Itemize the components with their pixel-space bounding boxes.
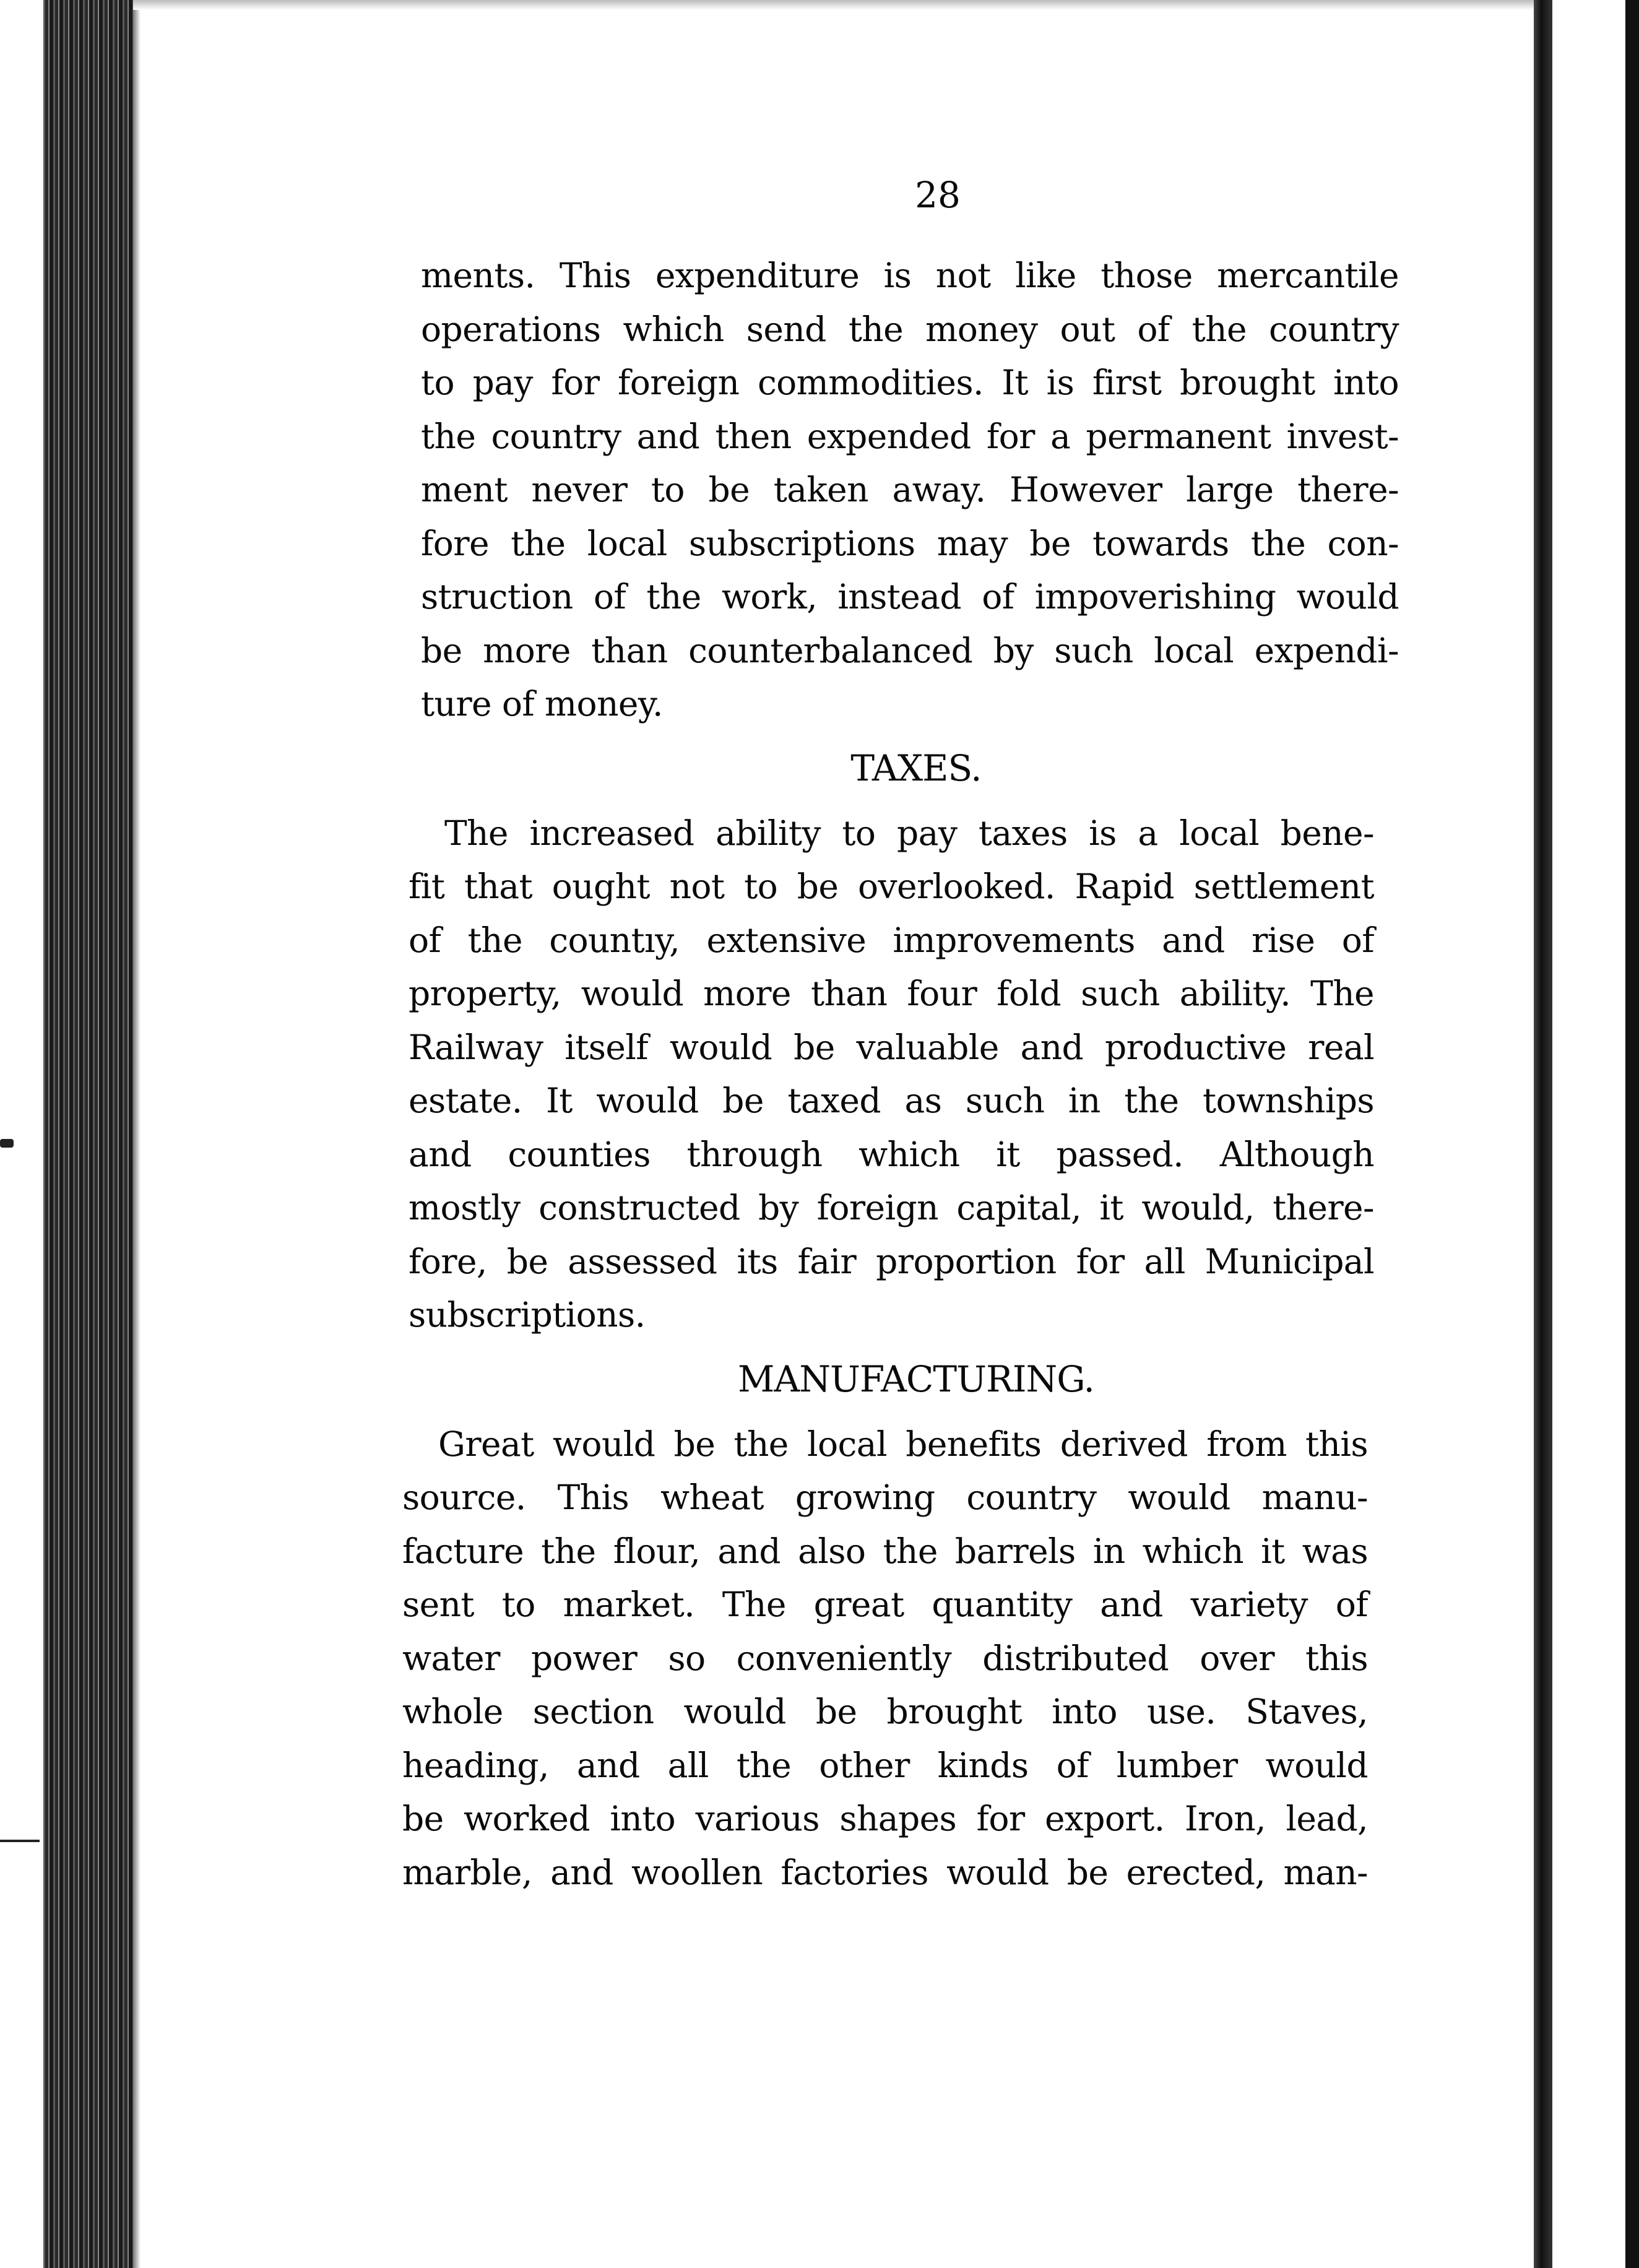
section-heading-taxes: TAXES. [850,747,982,789]
text-line: fore the local subscriptions may be towards the con- [421,523,1399,563]
text-line: property, would more than four fold such ability. The [409,974,1374,1013]
text-line: the country and then expended for a permanent invest- [421,416,1399,456]
text-line: The increased ability to pay taxes is a local bene- [444,813,1374,853]
text-line: subscriptions. [409,1295,646,1335]
text-line: fit that ought not to be overlooked. Rapid settlement [409,867,1374,906]
text-line: Railway itself would be valuable and productive real [409,1027,1374,1067]
text-line: whole section would be brought into use. Staves, [402,1692,1368,1731]
text-line: heading, and all the other kinds of lumber would [402,1745,1368,1785]
text-line: fore, be assessed its fair proportion for all Municipal [409,1241,1374,1281]
text-line: struction of the work, instead of impoverishing would [421,577,1399,617]
scan-top-shadow [133,0,1557,10]
scan-left-margin [0,0,43,2268]
text-line: operations which send the money out of the country [421,309,1399,349]
text-line: marble, and woollen factories would be erected, man- [402,1852,1368,1892]
text-line: sent to market. The great quantity and variety of [402,1585,1368,1624]
text-line: be more than counterbalanced by such local expendi- [421,630,1399,670]
text-line: be worked into various shapes for export. Iron, lead, [402,1799,1368,1838]
text-line: ment never to be taken away. However large there- [421,470,1399,509]
text-line: mostly constructed by foreign capital, it would, there- [409,1188,1374,1227]
text-line: to pay for foreign commodities. It is first brought into [421,363,1399,402]
text-line: source. This wheat growing country would manu- [402,1478,1368,1517]
scan-right-border [1625,0,1639,2268]
text-line: estate. It would be taxed as such in the townships [409,1081,1374,1120]
scan-speck [0,1840,40,1842]
text-line: Great would be the local benefits derived from this [438,1424,1368,1464]
text-line: ments. This expenditure is not like those mercantile [421,256,1399,295]
text-line: of the countıy, extensive improvements and rise of [409,920,1374,960]
scan-gutter-shadow [133,0,141,2268]
paragraph-manufacturing [402,1418,1368,1900]
page-number: 28 [915,174,961,216]
text-line: facture the flour, and also the barrels in which it was [402,1531,1368,1571]
paragraph-expenditure [421,249,1399,731]
text-line: water power so conveniently distributed over this [402,1638,1368,1678]
scan-right-page-edge [1534,0,1552,2268]
book-page [402,173,1399,1899]
section-heading-manufacturing: MANUFACTURING. [738,1357,1094,1400]
text-line: ture of money. [421,684,663,724]
scan-speck [0,1139,14,1148]
paragraph-taxes [409,807,1374,1342]
text-line: and counties through which it passed. Although [409,1134,1374,1174]
